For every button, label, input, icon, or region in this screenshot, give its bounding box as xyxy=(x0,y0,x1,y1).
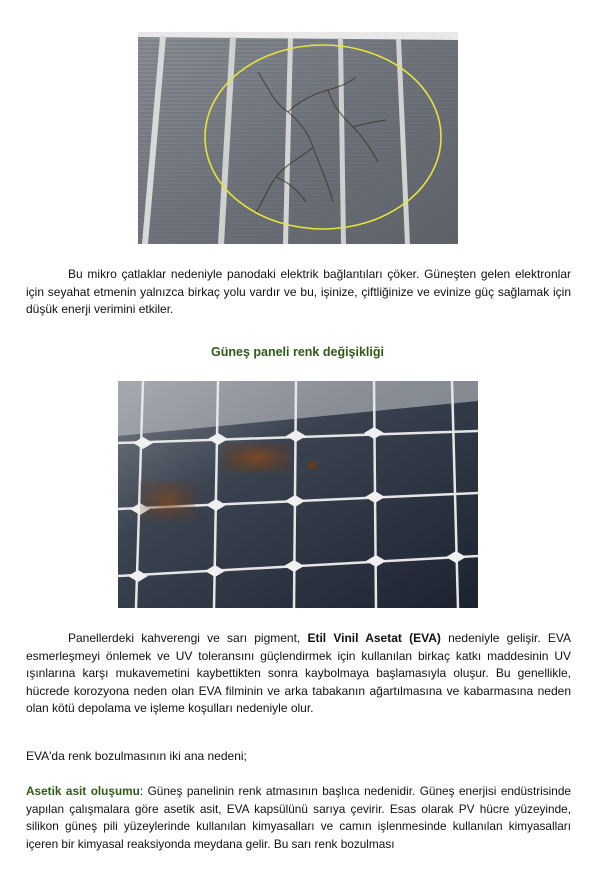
discolored-panel-photo xyxy=(118,381,478,608)
paragraph-eva-before: Panellerdeki kahverengi ve sarı pigment, xyxy=(68,631,308,645)
paragraph-two-causes: EVA'da renk bozulmasının iki ana nedeni; xyxy=(26,749,247,763)
paragraph-eva-pigment xyxy=(26,630,571,718)
paragraph-acetic-acid xyxy=(26,783,571,853)
acetic-acid-term: Asetik asit oluşumu xyxy=(26,784,140,798)
eva-term: Etil Vinil Asetat (EVA) xyxy=(307,631,441,645)
paragraph-acetic-after: : Güneş panelinin renk atmasının başlıca nedenidir. Güneş enerjisi endüstrisinde yapılan çalışmalara göre asetik asit, EVA kapsülünü sarıya çevirir. Esas olarak PV hücre yüzeyinde, silikon güneş pili yüzeylerinde kullanılan kimyasalları ve camın işlenmesinde kullanılan kimyasalları içeren bir kimyasal reaksiyonda meydana gelir. Bu sarı renk bozulması xyxy=(26,784,571,851)
paragraph-eva-after: nedeniyle gelişir. EVA esmerleşmeyi önlemek ve UV toleransını güçlendirmek için kullanılan birkaç katkı maddesinin UV ışınlarına karşı mukavemetini kaybettikten sonra kaybolmaya başlamasıyla oluşur. Bu genellikle, hücrede korozyona neden olan EVA filminin ve arka tabakanın ağartılmasına ve kabarmasına neden olan kötü depolama ve işleme koşulları nedeniyle olur. xyxy=(26,631,571,715)
cracked-panel-photo xyxy=(138,32,458,244)
paragraph-micro-cracks: Bu mikro çatlaklar nedeniyle panodaki elektrik bağlantıları çöker. Güneşten gelen elektronlar için seyahat etmenin yalnızca birkaç yolu vardır ve bu, işinize, çiftliğinize ve evinize güç sağlamak için düşük enerji verimini etkiler. xyxy=(26,267,571,316)
section-heading: Güneş paneli renk değişikliği xyxy=(211,345,384,359)
